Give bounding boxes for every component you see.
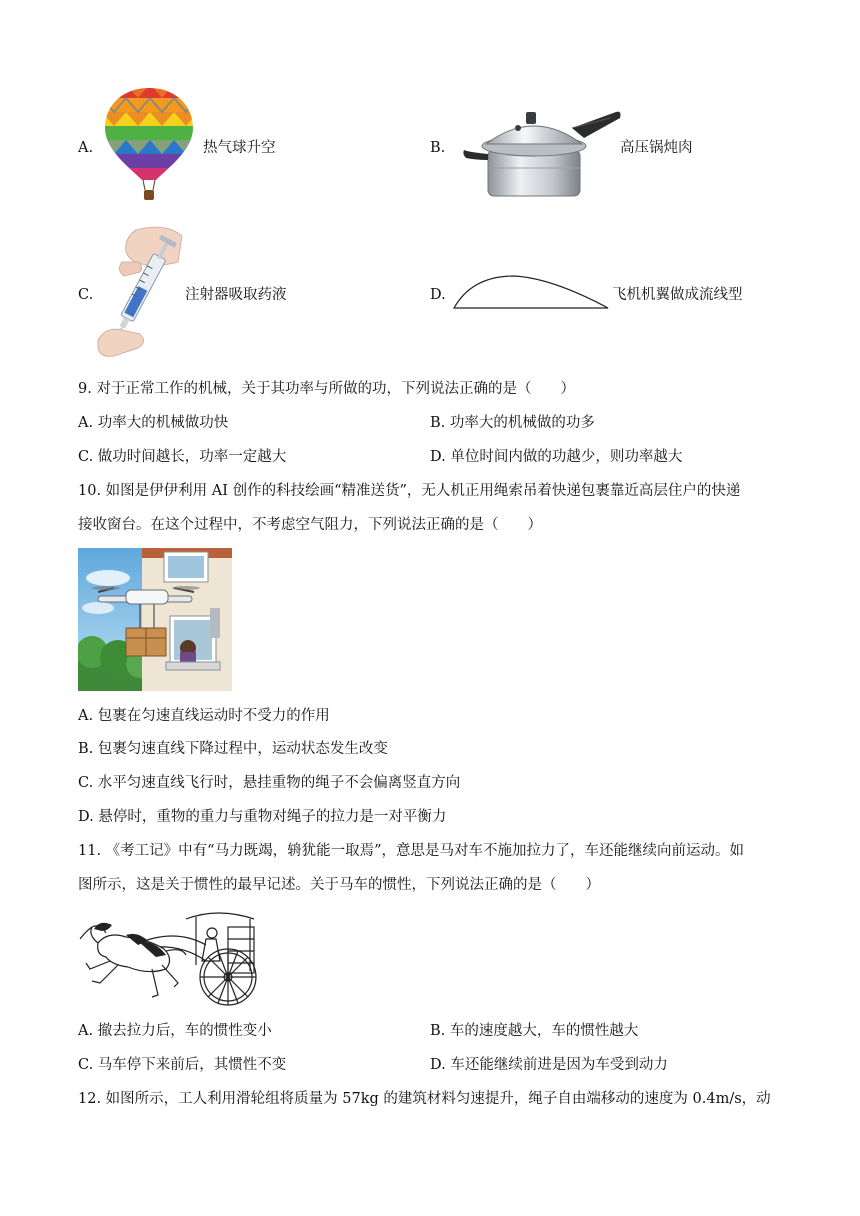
horse-carriage-image (78, 905, 268, 1009)
q10-option-a: A. 包裹在匀速直线运动时不受力的作用 (78, 708, 330, 724)
q10-option-b: B. 包裹匀速直线下降过程中，运动状态发生改变 (78, 741, 388, 757)
hot-air-balloon-image (102, 84, 196, 204)
option-c-letter: C. (78, 287, 94, 303)
q12-stem-line1: 12. 如图所示，工人利用滑轮组将质量为 57kg 的建筑材料匀速提升，绳子自由端移动的速度为 0.4m/s，动 (78, 1091, 771, 1107)
option-d-text: 飞机机翼做成流线型 (612, 287, 743, 303)
option-b-text: 高压锅炖肉 (620, 140, 693, 156)
q10-stem-line1: 10. 如图是伊伊利用 AI 创作的科技绘画“精准送货”，无人机正用绳索吊着快递包裹靠近高层住户的快递 (78, 483, 741, 499)
option-a-letter: A. (78, 140, 94, 156)
option-b-letter: B. (430, 140, 446, 156)
airfoil-wing-image (452, 270, 612, 312)
q11-option-c: C. 马车停下来前后，其惯性不变 (78, 1057, 287, 1073)
q9-option-b: B. 功率大的机械做的功多 (430, 415, 595, 431)
drone-delivery-image (78, 548, 232, 691)
q10-option-d: D. 悬停时，重物的重力与重物对绳子的拉力是一对平衡力 (78, 809, 447, 825)
q9-option-c: C. 做功时间越长，功率一定越大 (78, 449, 287, 465)
option-d-letter: D. (430, 287, 446, 303)
option-c-text: 注射器吸取药液 (185, 287, 287, 303)
q9-option-d: D. 单位时间内做的功越少，则功率越大 (430, 449, 683, 465)
q10-stem-line2: 接收窗台。在这个过程中，不考虑空气阻力，下列说法正确的是（ ） (78, 517, 542, 533)
q11-stem-line2: 图所示，这是关于惯性的最早记述。关于马车的惯性，下列说法正确的是（ ） (78, 877, 600, 893)
q9-option-a: A. 功率大的机械做功快 (78, 415, 229, 431)
q10-option-c: C. 水平匀速直线飞行时，悬挂重物的绳子不会偏离竖直方向 (78, 775, 461, 791)
q11-option-b: B. 车的速度越大，车的惯性越大 (430, 1023, 639, 1039)
q9-stem: 9. 对于正常工作的机械，关于其功率与所做的功，下列说法正确的是（ ） (78, 381, 575, 397)
syringe-image (96, 222, 186, 362)
q11-option-d: D. 车还能继续前进是因为车受到动力 (430, 1057, 668, 1073)
q11-stem-line1: 11. 《考工记》中有“马力既竭，辀犹能一取焉”，意思是马对车不施加拉力了，车还能继续向前运动。如 (78, 843, 744, 859)
pressure-cooker-image (460, 98, 622, 202)
option-a-text: 热气球升空 (203, 140, 276, 156)
q11-option-a: A. 撤去拉力后，车的惯性变小 (78, 1023, 272, 1039)
